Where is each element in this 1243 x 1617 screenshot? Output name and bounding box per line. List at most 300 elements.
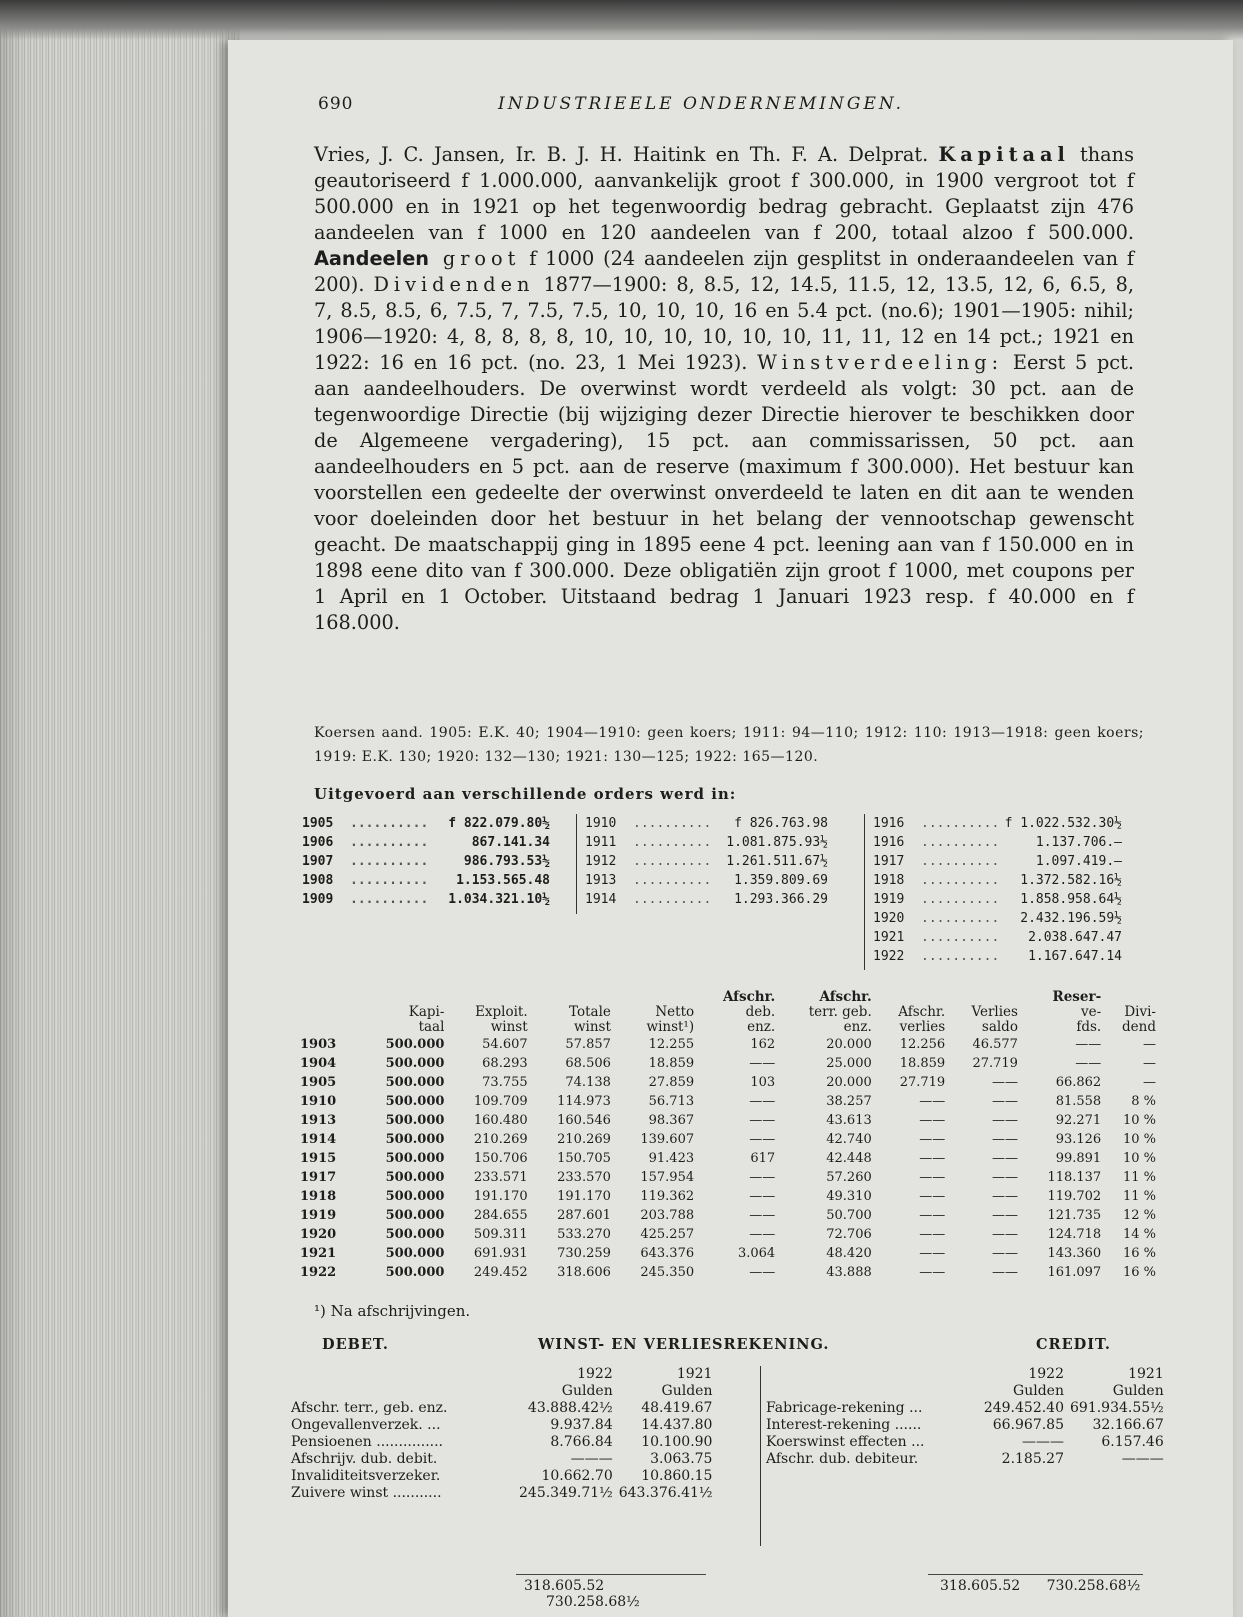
financial-cell: —— bbox=[991, 1075, 1018, 1090]
credit-row bbox=[763, 1434, 1167, 1451]
debet-amount: 9.937.84 bbox=[550, 1417, 613, 1433]
order-year: 1920 bbox=[873, 911, 905, 926]
financial-cell: 500.000 bbox=[385, 1056, 445, 1071]
credit-row bbox=[763, 1400, 1167, 1417]
financial-cell: 191.170 bbox=[557, 1189, 611, 1204]
credit-total-1921: 730.258.68½ bbox=[1046, 1578, 1141, 1594]
credit-row bbox=[763, 1451, 1167, 1468]
financial-cell: —— bbox=[919, 1189, 946, 1204]
financial-cell: 43.613 bbox=[826, 1113, 872, 1128]
financial-header-cell: taal bbox=[418, 1019, 445, 1035]
financial-header-cell: Divi- bbox=[1124, 1004, 1156, 1020]
financial-cell: —— bbox=[919, 1170, 946, 1185]
debet-label: DEBET. bbox=[322, 1336, 389, 1353]
financial-year: 1914 bbox=[300, 1132, 337, 1147]
financial-row bbox=[298, 1111, 1158, 1130]
financial-year: 1910 bbox=[300, 1094, 337, 1109]
order-value: 1.137.706.— bbox=[1035, 835, 1122, 850]
financial-header-cell: deb. bbox=[745, 1004, 776, 1020]
financial-header-cell: winst¹) bbox=[646, 1019, 695, 1035]
financial-row bbox=[298, 1073, 1158, 1092]
financial-cell: 284.655 bbox=[473, 1208, 528, 1223]
order-row bbox=[873, 890, 1122, 909]
financial-cell: 500.000 bbox=[385, 1227, 445, 1242]
financial-cell: 10 % bbox=[1122, 1151, 1156, 1166]
running-title: INDUSTRIEELE ONDERNEMINGEN. bbox=[498, 94, 905, 114]
order-value: 2.038.647.47 bbox=[1028, 930, 1122, 945]
financial-cell: 93.126 bbox=[1055, 1132, 1102, 1147]
financial-cell: —— bbox=[991, 1208, 1018, 1223]
financial-cell: 233.571 bbox=[473, 1170, 528, 1185]
financial-cell: 57.260 bbox=[826, 1170, 872, 1185]
order-row bbox=[302, 852, 550, 871]
financial-cell: —— bbox=[991, 1132, 1018, 1147]
financial-header-cell: Totale bbox=[569, 1004, 611, 1020]
financial-cell: 143.360 bbox=[1047, 1246, 1102, 1261]
order-dots: .......... bbox=[350, 892, 429, 907]
financial-cell: —— bbox=[919, 1265, 946, 1280]
financial-cell: —— bbox=[749, 1094, 776, 1109]
order-row bbox=[873, 928, 1122, 947]
order-row bbox=[585, 833, 828, 852]
credit-item: Interest-rekening ...... bbox=[766, 1417, 922, 1433]
credit-label: CREDIT. bbox=[1036, 1336, 1111, 1353]
financial-cell: 160.546 bbox=[557, 1113, 611, 1128]
order-year: 1911 bbox=[585, 835, 617, 850]
financial-cell: 68.293 bbox=[482, 1056, 528, 1071]
order-row bbox=[302, 890, 550, 909]
credit-amount: 66.967.85 bbox=[992, 1417, 1064, 1433]
debet-head-row bbox=[288, 1383, 715, 1400]
financial-cell: 73.755 bbox=[482, 1075, 528, 1090]
order-dots: .......... bbox=[633, 892, 712, 907]
financial-cell: 119.362 bbox=[640, 1189, 695, 1204]
financial-cell: 46.577 bbox=[972, 1037, 1018, 1052]
order-dots: .......... bbox=[921, 911, 1000, 926]
order-year: 1914 bbox=[585, 892, 617, 907]
debet-head-blank bbox=[288, 1366, 516, 1383]
debet-head-row bbox=[288, 1366, 715, 1383]
financial-cell: —— bbox=[749, 1208, 776, 1223]
financial-cell: 500.000 bbox=[385, 1170, 445, 1185]
debet-total-1922: 318.605.52 bbox=[524, 1578, 605, 1594]
lead-text: Vries, J. C. Jansen, Ir. B. J. H. Haitink en Th. F. A. Delprat. bbox=[314, 143, 929, 166]
debet-row bbox=[288, 1417, 715, 1434]
order-dots: .......... bbox=[921, 873, 1000, 888]
debet-amount: 10.100.90 bbox=[641, 1434, 713, 1450]
order-value: 1.261.511.67½ bbox=[726, 854, 828, 869]
financial-header-row bbox=[298, 1020, 1158, 1035]
debet-head-cell: Gulden bbox=[661, 1383, 713, 1399]
financial-cell: 12.255 bbox=[648, 1037, 695, 1052]
credit-amount: 6.157.46 bbox=[1101, 1434, 1164, 1450]
financial-cell: —— bbox=[991, 1265, 1018, 1280]
financial-cell: 18.859 bbox=[899, 1056, 946, 1071]
financial-cell: 500.000 bbox=[385, 1075, 445, 1090]
financial-header-cell bbox=[874, 990, 947, 1005]
financial-header-cell: Verlies bbox=[971, 1004, 1018, 1020]
footnote: ¹) Na afschrijvingen. bbox=[314, 1302, 471, 1320]
order-year: 1907 bbox=[302, 854, 334, 869]
financial-cell: —— bbox=[749, 1265, 776, 1280]
order-dots: .......... bbox=[350, 835, 429, 850]
financial-year: 1904 bbox=[300, 1056, 337, 1071]
financial-header-cell bbox=[947, 990, 1020, 1005]
credit-head-row bbox=[763, 1383, 1167, 1400]
financial-cell: 160.480 bbox=[473, 1113, 528, 1128]
debet-head-cell: 1921 bbox=[676, 1366, 713, 1382]
financial-year: 1913 bbox=[300, 1113, 337, 1128]
financial-header-cell: Afschr. bbox=[819, 989, 872, 1005]
financial-row bbox=[298, 1187, 1158, 1206]
order-row bbox=[302, 814, 550, 833]
financial-cell: —— bbox=[1075, 1037, 1102, 1052]
financial-cell: 643.376 bbox=[640, 1246, 695, 1261]
financial-cell: 11 % bbox=[1122, 1189, 1156, 1204]
top-shadow bbox=[0, 0, 1243, 40]
financial-year: 1917 bbox=[300, 1170, 337, 1185]
debet-amount: 8.766.84 bbox=[550, 1434, 613, 1450]
debet-row bbox=[288, 1434, 715, 1451]
financial-cell: 500.000 bbox=[385, 1037, 445, 1052]
debet-item: Afschr. terr., geb. enz. bbox=[291, 1400, 448, 1416]
financial-cell: 500.000 bbox=[385, 1094, 445, 1109]
orders-column-2 bbox=[576, 814, 828, 914]
financial-cell: 730.259 bbox=[557, 1246, 611, 1261]
financial-cell: 16 % bbox=[1122, 1265, 1156, 1280]
order-row bbox=[585, 852, 828, 871]
financial-cell: 114.973 bbox=[557, 1094, 611, 1109]
financial-cell: 92.271 bbox=[1055, 1113, 1102, 1128]
order-year: 1921 bbox=[873, 930, 905, 945]
order-value: f 1.022.532.30½ bbox=[1004, 816, 1122, 831]
financial-cell: 38.257 bbox=[826, 1094, 872, 1109]
financial-cell: —— bbox=[991, 1189, 1018, 1204]
financial-header-cell: Exploit. bbox=[475, 1004, 528, 1020]
debet-totals bbox=[524, 1578, 704, 1610]
debet-item: Ongevallenverzek. ... bbox=[291, 1417, 441, 1433]
financial-header-cell: fds. bbox=[1076, 1019, 1102, 1035]
dividenden-text: 1877—1900: 8, 8.5, 12, 14.5, 11.5, 12, 13.5, 12, 6, 6.5, 8, 7, 8.5, 8.5, 6, 7.5, 7, 7.5, 7.5, 10, 10, 10, 16 en 5.4 pct. (no.6); 1901—1905: nihil; 1906—1920: 4, 8, 8, 8, 8, 10, 10, 10, 10, 10, 10, 11, 11, 12 en 14 pct.; 1921 en 1922: 16 en 16 pct. (no. 23, 1 Mei 1923). bbox=[314, 273, 1134, 374]
financial-cell: 56.713 bbox=[648, 1094, 695, 1109]
financial-cell: 245.350 bbox=[640, 1265, 695, 1280]
financial-cell: 50.700 bbox=[826, 1208, 872, 1223]
order-year: 1912 bbox=[585, 854, 617, 869]
debet-amount: 643.376.41½ bbox=[618, 1485, 713, 1501]
financial-header-cell bbox=[613, 990, 696, 1005]
financial-cell: 210.269 bbox=[473, 1132, 528, 1147]
financial-cell: — bbox=[1143, 1037, 1156, 1052]
financial-header-cell bbox=[1103, 990, 1158, 1005]
financial-row bbox=[298, 1168, 1158, 1187]
credit-item: Fabricage-rekening ... bbox=[766, 1400, 923, 1416]
financial-cell: —— bbox=[991, 1246, 1018, 1261]
order-year: 1906 bbox=[302, 835, 334, 850]
financial-cell: 99.891 bbox=[1055, 1151, 1102, 1166]
financial-cell: —— bbox=[749, 1132, 776, 1147]
financial-cell: 3.064 bbox=[737, 1246, 776, 1261]
debet-row bbox=[288, 1468, 715, 1485]
wv-debet-side bbox=[288, 1366, 715, 1502]
credit-totals bbox=[940, 1578, 1160, 1594]
debet-total-rule bbox=[516, 1574, 706, 1575]
financial-cell: 72.706 bbox=[826, 1227, 872, 1242]
dividenden-label: Dividenden bbox=[373, 273, 535, 296]
financial-cell: —— bbox=[991, 1094, 1018, 1109]
credit-head-cell: Gulden bbox=[1112, 1383, 1164, 1399]
financial-cell: 16 % bbox=[1122, 1246, 1156, 1261]
financial-cell: 20.000 bbox=[826, 1037, 872, 1052]
financial-row bbox=[298, 1263, 1158, 1282]
financial-header-cell: Kapi- bbox=[408, 1004, 445, 1020]
credit-item: Koerswinst effecten ... bbox=[766, 1434, 925, 1450]
financial-cell: 10 % bbox=[1122, 1132, 1156, 1147]
company-description bbox=[314, 142, 1134, 702]
financial-cell: 18.859 bbox=[648, 1056, 695, 1071]
financial-cell: 12 % bbox=[1122, 1208, 1156, 1223]
financial-header-cell bbox=[446, 990, 529, 1005]
order-row bbox=[873, 871, 1122, 890]
financial-year: 1905 bbox=[300, 1075, 337, 1090]
order-year: 1909 bbox=[302, 892, 334, 907]
financial-header-cell bbox=[530, 990, 613, 1005]
financial-cell: — bbox=[1143, 1075, 1156, 1090]
financial-header-cell: Netto bbox=[655, 1004, 695, 1020]
financial-cell: —— bbox=[1075, 1056, 1102, 1071]
financial-header-cell: winst bbox=[490, 1019, 528, 1035]
order-dots: .......... bbox=[921, 816, 1000, 831]
order-dots: .......... bbox=[633, 816, 712, 831]
financial-cell: 210.269 bbox=[557, 1132, 611, 1147]
financial-cell: —— bbox=[919, 1208, 946, 1223]
financial-cell: 500.000 bbox=[385, 1189, 445, 1204]
financial-cell: 249.452 bbox=[473, 1265, 528, 1280]
financial-cell: 161.097 bbox=[1047, 1265, 1102, 1280]
financial-cell: 49.310 bbox=[826, 1189, 872, 1204]
financial-cell: 318.606 bbox=[557, 1265, 611, 1280]
debet-amount: 10.860.15 bbox=[641, 1468, 713, 1484]
order-value: f 822.079.80½ bbox=[448, 816, 550, 831]
financial-header-cell: Afschr. bbox=[898, 1004, 946, 1020]
financial-row bbox=[298, 1149, 1158, 1168]
financial-cell: 66.862 bbox=[1055, 1075, 1102, 1090]
financial-cell: 500.000 bbox=[385, 1151, 445, 1166]
order-row bbox=[873, 947, 1122, 966]
debet-amount: 43.888.42½ bbox=[527, 1400, 613, 1416]
financial-header-cell: enz. bbox=[843, 1019, 872, 1035]
financial-header-row bbox=[298, 1005, 1158, 1020]
financial-cell: 533.270 bbox=[557, 1227, 611, 1242]
financial-year: 1921 bbox=[300, 1246, 337, 1261]
financial-cell: 150.706 bbox=[473, 1151, 528, 1166]
order-year: 1913 bbox=[585, 873, 617, 888]
credit-total-1922: 318.605.52 bbox=[940, 1578, 1021, 1594]
credit-amount: 32.166.67 bbox=[1092, 1417, 1164, 1433]
winstverdeeling-label: Winstverdeeling: bbox=[757, 351, 1004, 374]
credit-head-blank bbox=[763, 1383, 973, 1400]
order-row bbox=[873, 909, 1122, 928]
financial-cell: —— bbox=[991, 1113, 1018, 1128]
order-dots: .......... bbox=[633, 873, 712, 888]
order-year: 1916 bbox=[873, 835, 905, 850]
financial-header-cell: dend bbox=[1122, 1019, 1156, 1035]
financial-cell: 27.719 bbox=[972, 1056, 1018, 1071]
financial-cell: —— bbox=[919, 1151, 946, 1166]
order-row bbox=[585, 814, 828, 833]
financial-cell: —— bbox=[991, 1227, 1018, 1242]
aandeelen-text: f 1000 (24 aandeelen zijn gesplitst in onderaandeelen van f 200). bbox=[314, 247, 1134, 296]
financial-cell: 119.702 bbox=[1047, 1189, 1102, 1204]
order-value: 1.372.582.16½ bbox=[1020, 873, 1122, 888]
debet-amount: ——— bbox=[570, 1451, 613, 1467]
financial-row bbox=[298, 1035, 1158, 1054]
order-value: 1.858.958.64½ bbox=[1020, 892, 1122, 907]
financial-cell: —— bbox=[991, 1151, 1018, 1166]
order-dots: .......... bbox=[921, 892, 1000, 907]
winst-en-verliesrekening bbox=[288, 1336, 1168, 1610]
financial-header-cell: ve- bbox=[1081, 1004, 1102, 1020]
wv-header bbox=[288, 1336, 1168, 1360]
financial-cell: 43.888 bbox=[826, 1265, 872, 1280]
credit-item: Afschr. dub. debiteur. bbox=[766, 1451, 919, 1467]
financial-cell: 109.709 bbox=[473, 1094, 528, 1109]
order-dots: .......... bbox=[921, 854, 1000, 869]
financial-cell: 233.570 bbox=[557, 1170, 611, 1185]
debet-total-1921: 730.258.68½ bbox=[546, 1594, 640, 1610]
debet-amount: 3.063.75 bbox=[650, 1451, 713, 1467]
financial-cell: —— bbox=[919, 1113, 946, 1128]
financial-cell: —— bbox=[749, 1056, 776, 1071]
financial-header-cell bbox=[298, 990, 356, 1005]
debet-item: Afschrijv. dub. debit. bbox=[291, 1451, 438, 1467]
financial-row bbox=[298, 1206, 1158, 1225]
order-dots: .......... bbox=[633, 854, 712, 869]
debet-amount: 245.349.71½ bbox=[519, 1485, 613, 1501]
order-row bbox=[873, 852, 1122, 871]
order-dots: .......... bbox=[921, 835, 1000, 850]
financial-header-cell bbox=[356, 990, 447, 1005]
financial-table bbox=[298, 990, 1158, 1282]
financial-cell: —— bbox=[749, 1113, 776, 1128]
financial-cell: 98.367 bbox=[648, 1113, 695, 1128]
debet-amount: 48.419.67 bbox=[641, 1400, 713, 1416]
order-row bbox=[585, 871, 828, 890]
financial-cell: 103 bbox=[750, 1075, 776, 1090]
financial-header-cell bbox=[298, 1005, 356, 1020]
financial-header-cell: terr. geb. bbox=[808, 1004, 872, 1020]
credit-total-rule bbox=[928, 1574, 1143, 1575]
debet-head-blank bbox=[288, 1383, 516, 1400]
aandeelen-label: Aandeelen bbox=[314, 247, 430, 270]
page-edges bbox=[0, 0, 240, 1617]
orders-column-1 bbox=[302, 814, 550, 909]
order-row bbox=[302, 833, 550, 852]
order-value: 2.432.196.59½ bbox=[1020, 911, 1122, 926]
page-number: 690 bbox=[318, 94, 354, 114]
financial-cell: —— bbox=[919, 1227, 946, 1242]
financial-row bbox=[298, 1092, 1158, 1111]
order-value: 1.167.647.14 bbox=[1028, 949, 1122, 964]
financial-header-cell: verlies bbox=[899, 1019, 946, 1035]
credit-amount: 2.185.27 bbox=[1001, 1451, 1064, 1467]
financial-header-cell: saldo bbox=[981, 1019, 1018, 1035]
credit-amount: ——— bbox=[1121, 1451, 1164, 1467]
financial-cell: —— bbox=[749, 1189, 776, 1204]
financial-header-cell bbox=[298, 1020, 356, 1035]
order-value: 867.141.34 bbox=[471, 835, 550, 850]
financial-cell: —— bbox=[919, 1246, 946, 1261]
financial-cell: 500.000 bbox=[385, 1265, 445, 1280]
financial-header-cell: enz. bbox=[747, 1019, 776, 1035]
order-row bbox=[873, 833, 1122, 852]
order-value: 1.081.875.93½ bbox=[726, 835, 828, 850]
order-year: 1910 bbox=[585, 816, 617, 831]
financial-cell: 139.607 bbox=[640, 1132, 695, 1147]
financial-cell: 124.718 bbox=[1047, 1227, 1102, 1242]
debet-row bbox=[288, 1485, 715, 1502]
financial-header-row bbox=[298, 990, 1158, 1005]
order-value: 1.359.809.69 bbox=[734, 873, 828, 888]
financial-cell: 11 % bbox=[1122, 1170, 1156, 1185]
financial-cell: 425.257 bbox=[640, 1227, 695, 1242]
order-year: 1922 bbox=[873, 949, 905, 964]
financial-cell: 191.170 bbox=[473, 1189, 528, 1204]
financial-cell: 500.000 bbox=[385, 1132, 445, 1147]
credit-head-blank bbox=[763, 1366, 973, 1383]
financial-cell: 81.558 bbox=[1055, 1094, 1102, 1109]
financial-cell: 10 % bbox=[1122, 1113, 1156, 1128]
wv-credit-side bbox=[760, 1366, 1167, 1546]
order-value: 1.293.366.29 bbox=[734, 892, 828, 907]
financial-cell: 500.000 bbox=[385, 1246, 445, 1261]
financial-cell: 157.954 bbox=[640, 1170, 695, 1185]
page bbox=[228, 40, 1233, 1617]
financial-cell: —— bbox=[919, 1094, 946, 1109]
financial-header-cell: Afschr. bbox=[722, 989, 776, 1005]
order-year: 1916 bbox=[873, 816, 905, 831]
financial-cell: 162 bbox=[750, 1037, 776, 1052]
credit-head-cell: Gulden bbox=[1013, 1383, 1064, 1399]
debet-item: Invaliditeitsverzeker. bbox=[291, 1468, 441, 1484]
orders-title: Uitgevoerd aan verschillende orders werd in: bbox=[314, 785, 737, 803]
financial-row bbox=[298, 1130, 1158, 1149]
financial-cell: —— bbox=[749, 1227, 776, 1242]
financial-row bbox=[298, 1054, 1158, 1073]
financial-cell: —— bbox=[919, 1132, 946, 1147]
financial-cell: 118.137 bbox=[1047, 1170, 1102, 1185]
order-dots: .......... bbox=[350, 816, 429, 831]
order-dots: .......... bbox=[921, 930, 1000, 945]
financial-cell: 91.423 bbox=[648, 1151, 695, 1166]
credit-amount: 691.934.55½ bbox=[1070, 1400, 1164, 1416]
order-row bbox=[302, 871, 550, 890]
financial-cell: 57.857 bbox=[565, 1037, 611, 1052]
order-year: 1908 bbox=[302, 873, 334, 888]
financial-cell: 12.256 bbox=[899, 1037, 946, 1052]
financial-year: 1915 bbox=[300, 1151, 337, 1166]
financial-cell: 8 % bbox=[1131, 1094, 1156, 1109]
financial-cell: 287.601 bbox=[557, 1208, 611, 1223]
winstverdeeling-text: Eerst 5 pct. aan aandeelhouders. De overwinst wordt verdeeld als volgt: 30 pct. aan de tegenwoordige Directie (bij wijziging dezer Directie hierover te beschikken door de Algemeene vergadering), 15 pct. aan commissarissen, 50 pct. aan aandeelhouders en 5 pct. aan de reserve (maximum f 300.000). Het bestuur kan voorstellen een gedeelte der overwinst onverdeeld te laten en dit aan te wenden voor doeleinden door het bestuur in het belang der vennootschap gewenscht geacht. De maatschappij ging in 1895 eene 4 pct. leening aan van f 150.000 en in 1898 eene dito van f 300.000. Deze obligatiën zijn groot f 1000, met coupons per 1 April en 1 October. Uitstaand bedrag 1 Januari 1923 resp. f 40.000 en f 168.000. bbox=[314, 351, 1134, 634]
debet-item: Zuivere winst ........... bbox=[291, 1485, 442, 1501]
debet-item: Pensioenen ............... bbox=[291, 1434, 443, 1450]
financial-cell: 54.607 bbox=[482, 1037, 528, 1052]
financial-cell: —— bbox=[749, 1170, 776, 1185]
order-year: 1919 bbox=[873, 892, 905, 907]
financial-cell: 25.000 bbox=[826, 1056, 872, 1071]
kapitaal-label: Kapitaal bbox=[938, 143, 1070, 166]
order-value: 1.034.321.10½ bbox=[448, 892, 550, 907]
